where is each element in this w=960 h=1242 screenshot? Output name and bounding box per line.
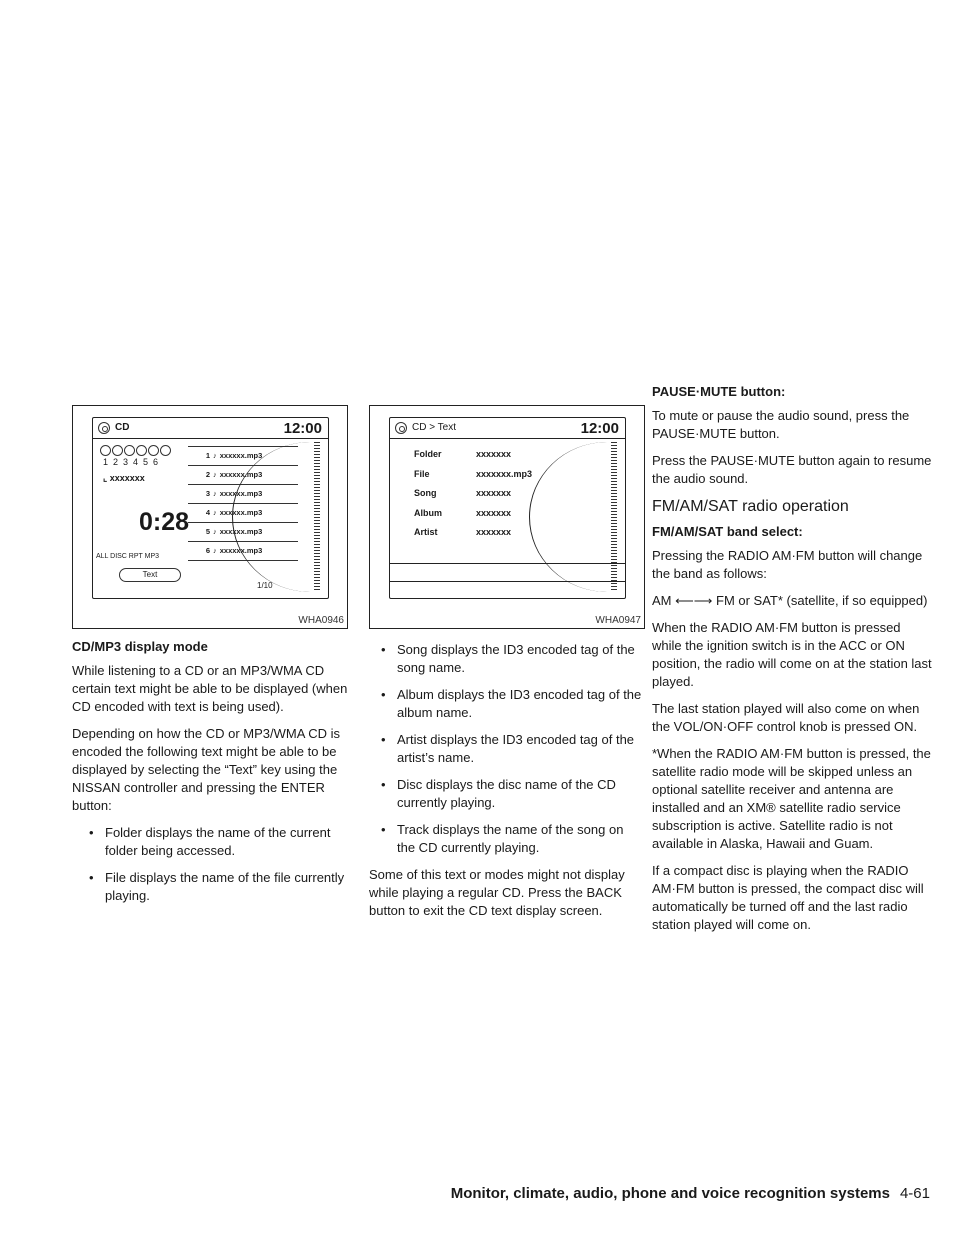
info-row: File xxxxxxx.mp3 xyxy=(414,468,533,479)
paragraph: Press the PAUSE·MUTE button again to resume the audio sound. xyxy=(652,453,932,486)
screen-cd xyxy=(92,417,329,599)
column-3 xyxy=(652,384,933,943)
track-row[interactable]: 4 ♪ xxxxxx.mp3 xyxy=(188,504,298,523)
figure-cd-mp3-display xyxy=(72,405,348,629)
track-row[interactable]: 1 ♪ xxxxxx.mp3 xyxy=(188,446,298,466)
paragraph: The last station played will also come on when the VOL/ON·OFF control knob is pressed ON. xyxy=(652,701,920,734)
paragraph: Some of this text or modes might not display while playing a regular CD. Press the BACK button to exit the CD text display screen. xyxy=(369,867,625,918)
heading-pause-mute: PAUSE·MUTE button: xyxy=(652,384,786,399)
screen-header xyxy=(93,418,328,439)
preset-circles xyxy=(100,445,171,456)
music-note-icon: ♪ xyxy=(213,546,217,555)
heading-band-select: FM/AM/SAT band select: xyxy=(652,524,803,539)
disc-icon xyxy=(395,422,407,434)
paragraph: Pressing the RADIO AM·FM button will change the band as follows: xyxy=(652,548,923,581)
track-row[interactable]: 6 ♪ xxxxxx.mp3 xyxy=(188,542,298,561)
preset-numbers: 123456 xyxy=(103,457,164,467)
elapsed-time: 0:28 xyxy=(139,508,190,536)
figure-code: WHA0947 xyxy=(595,615,641,626)
source-label: CD > Text xyxy=(412,422,456,433)
paragraph: If a compact disc is playing when the RADIO AM·FM button is pressed, the compact disc will automatically be turned off and the last radio station played will come on. xyxy=(652,863,924,932)
page-indicator: 1/10 xyxy=(257,581,273,590)
music-note-icon: ♪ xyxy=(213,508,217,517)
folder-name: ⌞ xxxxxxx xyxy=(103,473,145,483)
bullet-item: • Artist displays the ID3 encoded tag of the artist’s name. xyxy=(369,731,645,767)
bullet-item: • Folder displays the name of the current folder being accessed. xyxy=(72,824,348,860)
heading-radio-operation: FM/AM/SAT radio operation xyxy=(652,498,849,515)
bullet-item: • File displays the name of the file currently playing. xyxy=(72,869,348,905)
track-row[interactable]: 3 ♪ xxxxxx.mp3 xyxy=(188,485,298,504)
screen-header xyxy=(390,418,625,439)
track-row[interactable]: 5 ♪ xxxxxx.mp3 xyxy=(188,523,298,542)
text-info-table xyxy=(414,449,532,547)
paragraph: To mute or pause the audio sound, press the PAUSE·MUTE button. xyxy=(652,408,910,441)
bullet-item: • Disc displays the disc name of the CD currently playing. xyxy=(369,776,645,812)
page-number: 4-61 xyxy=(899,1185,930,1202)
play-mode: ALL DISC RPT MP3 xyxy=(96,553,160,560)
info-row: Artist xxxxxxx xyxy=(414,527,512,537)
text-button[interactable]: Text xyxy=(119,568,181,582)
music-note-icon: ♪ xyxy=(213,489,217,498)
heading-cd-mp3: CD/MP3 display mode xyxy=(72,639,208,654)
column-2 xyxy=(369,405,645,929)
info-row: Album xxxxxxx xyxy=(414,507,512,518)
paragraph: *When the RADIO AM·FM button is pressed, the satellite radio mode will be skipped unless an optional satellite receiver and antenna are installed and an XM® satellite radio service subscription is active. Satellite radio is not available in Alaska, Hawaii and Guam. xyxy=(652,746,931,851)
paragraph: AM ⟵⟶ FM or SAT* (satellite, if so equipped) xyxy=(652,593,928,608)
clock: 12:00 xyxy=(283,420,322,437)
figure-cd-text xyxy=(369,405,645,629)
music-note-icon: ♪ xyxy=(213,451,217,460)
bullet-item: • Song displays the ID3 encoded tag of the song name. xyxy=(369,641,645,677)
paragraph: While listening to a CD or an MP3/WMA CD certain text might be able to be displayed (when CD encoded with text is being used). xyxy=(72,663,348,714)
clock: 12:00 xyxy=(580,420,619,437)
track-row[interactable]: 2 ♪ xxxxxx.mp3 xyxy=(188,466,298,485)
disc-icon xyxy=(98,422,110,434)
source-label: CD xyxy=(115,422,130,433)
scroll-ticks[interactable] xyxy=(314,442,320,590)
screen-cd-text xyxy=(389,417,626,599)
info-row: Song xxxxxxx xyxy=(414,488,512,498)
music-note-icon: ♪ xyxy=(213,527,217,536)
paragraph: When the RADIO AM·FM button is pressed while the ignition switch is in the ACC or ON position, the radio will come on at the station last played. xyxy=(652,620,932,689)
info-row: Folder xxxxxxx xyxy=(414,449,512,459)
figure-code: WHA0946 xyxy=(298,615,344,626)
scroll-ticks[interactable] xyxy=(611,442,617,590)
paragraph: Depending on how the CD or MP3/WMA CD is encoded the following text might be able to be displayed by selecting the “Text” key using the NISSAN controller and pressing the ENTER button: xyxy=(72,726,341,813)
page-footer: Monitor, climate, audio, phone and voice recognition systems 4-61 xyxy=(450,1185,930,1202)
music-note-icon: ♪ xyxy=(213,470,217,479)
column-1 xyxy=(72,405,348,914)
bullet-item: • Track displays the name of the song on the CD currently playing. xyxy=(369,821,645,857)
bullet-item: • Album displays the ID3 encoded tag of the album name. xyxy=(369,686,645,722)
